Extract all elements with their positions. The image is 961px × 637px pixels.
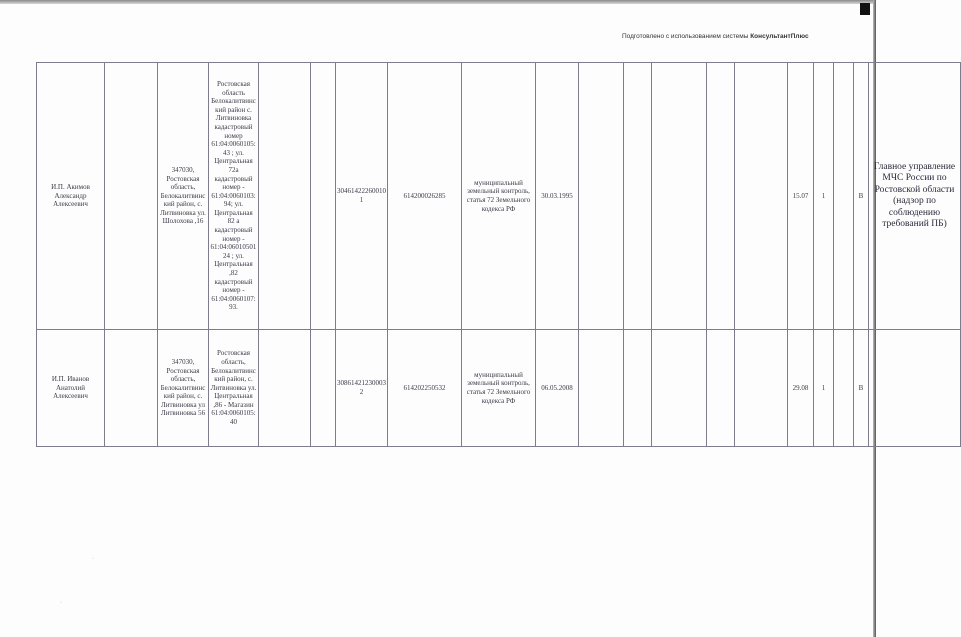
cell-empty (311, 63, 336, 330)
cell-empty (624, 63, 652, 330)
cell-empty (579, 63, 624, 330)
cell-name: И.П. Иванов Анатолий Алексеевич (37, 330, 105, 447)
cell-empty (105, 330, 158, 447)
cell-check-form: В (854, 63, 869, 330)
table-row (37, 330, 961, 447)
cell-name: И.П. Акимов Александр Алексеевич (37, 63, 105, 330)
cell-joint-body: Главное управление МЧС России по Ростовской области (надзор по соблюдению требований ПБ) (869, 63, 961, 330)
cell-ogrnip: 308614212300032 (336, 330, 388, 447)
cell-empty (311, 330, 336, 447)
cell-inn: 614202250532 (388, 330, 462, 447)
cell-check-form: В (854, 330, 869, 447)
cell-object-address: Ростовская область, Белокалитвинский район, с. Литвиновка ул. Центральная ,86 - Магазин 61:04:0060105:40 (209, 330, 259, 447)
cell-joint-body (869, 330, 961, 447)
cell-ogrnip: 304614222600101 (336, 63, 388, 330)
cell-object-address: Ростовская область Белокалитвинский район с. Литвиновка кадастровый номер 61:04:0060105:43 ; ул. Центральная 72а кадастровый номер - 61:04:0060103:94; ул. Центральная 82 а кадастровый номер - 61:04:0601050124 ; ул. Центральная ,82 кадастровый номер - 61:04:0060107:93. (209, 63, 259, 330)
cell-empty (834, 63, 854, 330)
cell-empty (259, 63, 311, 330)
cell-registration-date: 06.05.2008 (536, 330, 579, 447)
cell-empty (707, 330, 735, 447)
cell-empty (834, 330, 854, 447)
cell-empty (579, 330, 624, 447)
scan-corner-mark (860, 3, 870, 15)
scan-edge-top (0, 0, 876, 4)
cell-empty (624, 330, 652, 447)
cell-empty (259, 330, 311, 447)
cell-duration: 1 (814, 63, 834, 330)
inspection-plan-table (36, 62, 961, 447)
cell-registration-date: 30.03.1995 (536, 63, 579, 330)
cell-empty (735, 330, 788, 447)
cell-control-type: муниципальный земельный контроль, статья 72 Земельного кодекса РФ (462, 330, 536, 447)
consultant-header-note (622, 33, 809, 40)
cell-check-date: 29.08 (788, 330, 814, 447)
cell-empty (105, 63, 158, 330)
scan-speck: · (92, 556, 94, 562)
cell-empty (735, 63, 788, 330)
scan-speck: · (60, 600, 62, 606)
table-row (37, 63, 961, 330)
cell-empty (652, 330, 707, 447)
cell-check-date: 15.07 (788, 63, 814, 330)
header-note-brand: КонсультантПлюс (750, 33, 809, 40)
cell-duration: 1 (814, 330, 834, 447)
cell-postal-address: 347030, Ростовская область, Белокалитвинский район, с. Литвиновка ул Литвиновка 56 (158, 330, 209, 447)
cell-empty (707, 63, 735, 330)
cell-postal-address: 347030, Ростовская область, Белокалитвинский район, с. Литвиновка ул. Шолохова ,16 (158, 63, 209, 330)
header-note-prefix: Подготовлено с использованием системы (622, 33, 749, 40)
cell-empty (652, 63, 707, 330)
cell-inn: 614200026285 (388, 63, 462, 330)
cell-control-type: муниципальный земельный контроль, статья 72 Земельного кодекса РФ (462, 63, 536, 330)
